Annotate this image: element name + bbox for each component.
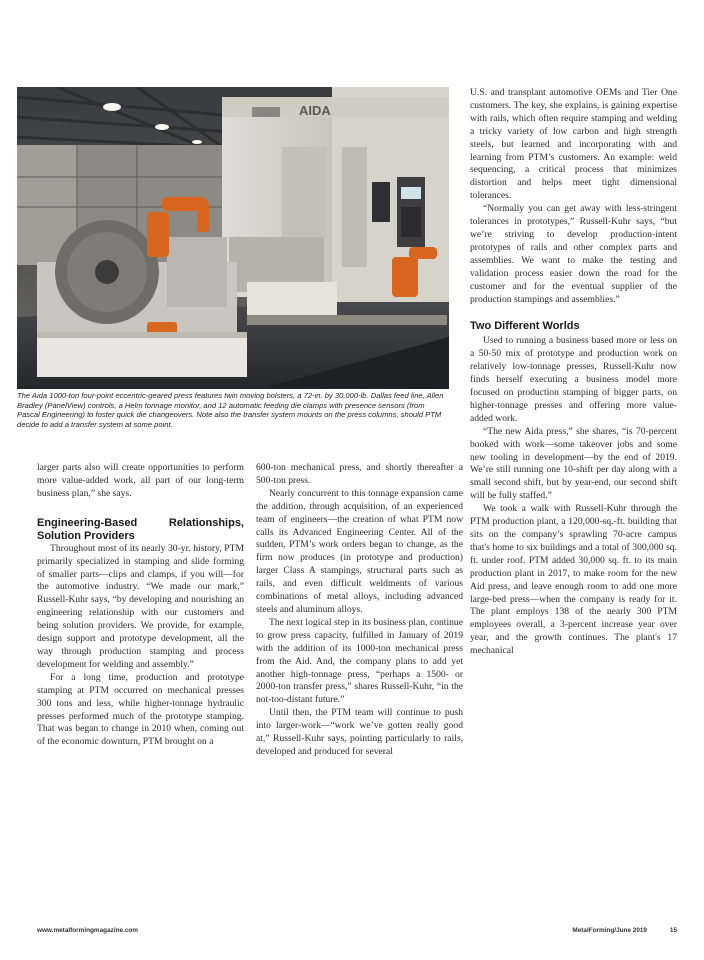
paragraph: “Normally you can get away with less-stringent tolerances in prototypes,” Russell-Kuhr says, “but we’re striving to develop production-intent prototypes of rails and other complex parts and assemblies. We want to make the testing and validation process easier down the road for the customer and for the eventual supplier of the production stampings and assemblies.”: [470, 203, 677, 305]
paragraph: Throughout most of its nearly 30-yr. history, PTM primarily specialized in stamping and slide forming of smaller parts—clips and clamps, if you will—for the automotive industry. “We made our mark,” Russell-Kuhr says, “by developing and nourishing an engineering relationship with our customers and being solution providers. We provide, for example, design support and prototype development, all the way through production stamping and process development for welding and assembly.”: [37, 542, 244, 670]
paragraph: 600-ton mechanical press, and shortly thereafter a 500-ton press.: [256, 462, 463, 486]
paragraph: larger parts also will create opportunities to perform more value-added work, all part of our long-term business plan,” she says.: [37, 462, 244, 499]
section-heading-two-worlds: Two Different Worlds: [470, 320, 580, 333]
press-photo: [17, 87, 449, 389]
footer-issue: MetalForming/June 2019: [572, 927, 647, 934]
section-heading-engineering: Engineering-Based Relationships, Solution Providers: [37, 516, 244, 542]
photo-caption: The Aida 1000-ton four-point eccentric-geared press features twin moving bolsters, a 72-in. by 30,000-lb. Dallas feed line, Allen Bradley (PanelView) controls, a Helm tonnage monitor, and 12 automatic feeding die clamps with presence sensors (from Pascal Engineering) to foster quick die changeovers. Note also the transfer system mounts on the press columns, should PTM decide to add a transfer system at some point.: [17, 391, 444, 430]
column-1: [37, 462, 244, 749]
paragraph: Until then, the PTM team will continue to push into larger-work—“work we’ve gotten really good at,” Russell-Kuhr says, pointing particularly to rails, developed and produced for several: [256, 707, 463, 757]
paragraph: We took a walk with Russell-Kuhr through the PTM production plant, a 120,000-sq.-ft. building that sits on the company’s sprawling 70-acre campus that's home to six buildings and a total of 300,000 sq. ft. under roof. PTM added 30,000 sq. ft. to its main production plant in 2017, to make room for the new Aid press, and leave enough room to add one more large-bed press—when the company is ready for it. The plant employs 138 of the nearly 300 PTM employees overall, a 3-percent increase year over year, and the growth continues. The plant's 17 mechanical: [470, 503, 677, 657]
page-footer: [37, 927, 677, 939]
column-2: [256, 462, 463, 759]
paragraph: “The new Aida press,” she shares, “is 70-percent booked with work—some takeover jobs and some new tooling in development—by the end of 2019. We’re still running one 10-shift per day along with a small second shift, but by year-end, our second shift will be fully staffed.”: [470, 425, 677, 502]
paragraph: The next logical step in its business plan, continue to grow press capacity, fulfilled in January of 2019 with the addition of its 1000-ton mechanical press from the Aid. And, the company plans to add yet another high-tonnage press, “perhaps a 1500- or 2000-ton transfer press,” shares Russell-Kuhr, “in the not-too-distant future.”: [256, 616, 463, 706]
column-3: [470, 87, 677, 658]
footer-url[interactable]: www.metalformingmagazine.com: [37, 927, 138, 934]
paragraph: Used to running a business based more or less on a 50-50 mix of prototype and production work on relatively low-tonnage presses, Russell-Kuhr now finds herself executing a business model more focused on production stamping of bigger parts, on higher-tonnage presses and offering more value-added work.: [470, 335, 677, 424]
page-number: 15: [669, 927, 677, 934]
paragraph: For a long time, production and prototype stamping at PTM occurred on mechanical presses 300 tons and less, while higher-tonnage hydraulic presses performed much of the prototype stamping. That was began to change in 2010 when, coming out of the economic downturn, PTM brought on a: [37, 671, 244, 748]
paragraph: Nearly concurrent to this tonnage expansion came the addition, through acquisition, of an experienced team of engineers—the creation of what PTM now calls its Advanced Engineering Center. All of the sudden, PTM’s work orders began to change, as the firm now produces (in prototype and production) larger Class A stampings, structural parts such as rails, and even difficult weldments of various combinations of metal alloys, including advanced steels and aluminum alloys.: [256, 487, 463, 615]
press-sign: AIDA: [299, 103, 331, 118]
paragraph: U.S. and transplant automotive OEMs and Tier One customers. The key, she explains, is gaining expertise with rails, which often require stamping and welding a tricky variety of low carbon and high strength steels, but learned and incorporating with and learning from PTM’s customers. An example: weld sequencing, a critical process that minimizes distortion and helps meet tight dimensional tolerances.: [470, 87, 677, 202]
